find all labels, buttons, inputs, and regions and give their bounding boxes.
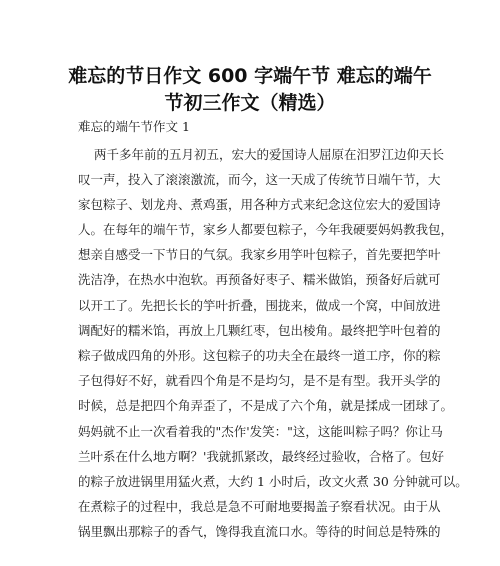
body-line: 子包得好不好，就看四个角是不是均匀，是不是有型。我开头学的 bbox=[78, 373, 441, 388]
body-line: 时候，总是把四个角弄歪了，不是成了六个角，就是揉成一团球了。 bbox=[78, 398, 454, 413]
section-heading: 难忘的端午节作文 1 bbox=[78, 119, 190, 134]
body-line: 调配好的糯米馅，再放上几颗红枣，包出棱角。最终把竽叶包着的 bbox=[78, 323, 441, 338]
body-line: 的粽子放进锅里用猛火煮，大约 1 小时后，改文火煮 30 分钟就可以。 bbox=[78, 474, 468, 489]
body-line: 兰叶系在什么地方啊？'我就抓紧改，最终经过验收，合格了。包好 bbox=[78, 449, 444, 464]
body-line: 妈妈就不止一次看着我的"杰作'发笑："这，这能叫粽子吗？你让马 bbox=[78, 424, 443, 439]
body-line: 锅里飘出那粽子的香气，馋得我直流口水。等待的时间总是特殊的 bbox=[78, 524, 441, 539]
body-line: 人。在每年的端午节，家乡人都要包粽子，今年我硬要妈妈教我包， bbox=[78, 222, 454, 237]
body-line: 在煮粽子的过程中，我总是急不可耐地要揭盖子察看状况。由于从 bbox=[78, 499, 441, 514]
body-line: 以开工了。先把长长的竽叶折叠，围拢来，做成一个窝，中间放进 bbox=[78, 298, 441, 313]
document-title-line-1: 难忘的节日作文 600 字端午节 难忘的端午 bbox=[68, 65, 432, 87]
body-line: 家包粽子、划龙舟、煮鸡蛋，用各种方式来纪念这位宏大的爱国诗 bbox=[78, 197, 441, 212]
body-line: 叹一声，投入了滚滚激流，而今，这一天成了传统节日端午节，大 bbox=[78, 172, 441, 187]
body-line: 两千多年前的五月初五，宏大的爱国诗人屈原在汨罗江边仰天长 bbox=[94, 147, 445, 162]
body-line: 洗洁净，在热水中泡软。再预备好枣子、糯米做馅，预备好后就可 bbox=[78, 272, 441, 287]
document-title-line-2: 节初三作文（精选） bbox=[164, 92, 336, 114]
body-line: 想亲自感受一下节日的气氛。我家乡用竽叶包粽子，首先要把竽叶 bbox=[78, 247, 441, 262]
body-line: 粽子做成四角的外形。这包粽子的功夫全在最终一道工序，你的粽 bbox=[78, 348, 441, 363]
